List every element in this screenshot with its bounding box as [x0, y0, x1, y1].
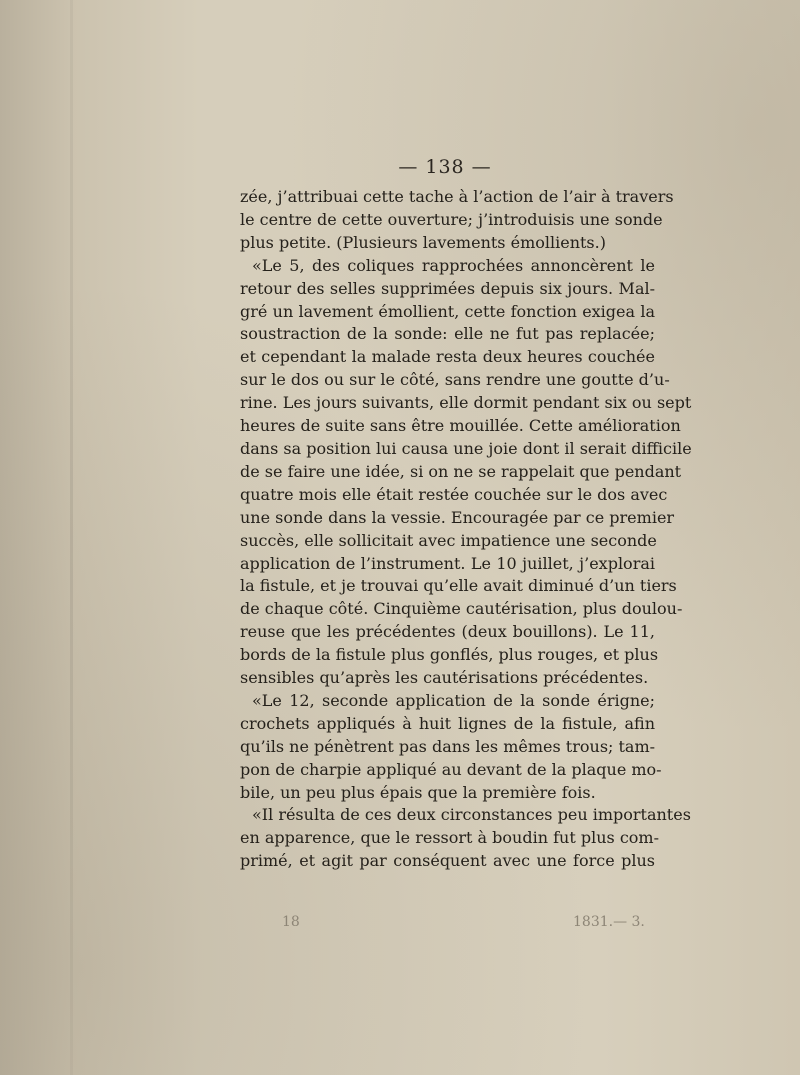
- text-line: sur le dos ou sur le côté, sans rendre une goutte d’u-: [240, 370, 670, 390]
- text-line: «Il résulta de ces deux circonstances peu importantes: [252, 805, 691, 825]
- text-line: «Le 12, seconde application de la sonde érigne;: [252, 690, 655, 710]
- text-line: qu’ils ne pénètrent pas dans les mêmes trous; tam-: [240, 736, 656, 756]
- text-line: soustraction de la sonde: elle ne fut pas replacée;: [240, 324, 655, 344]
- text-line: bords de la fistule plus gonflés, plus rouges, et plus: [240, 645, 659, 665]
- signature-mark-left: 18: [282, 914, 300, 930]
- text-line: la fistule, et je trouvai qu’elle avait diminué d’un tiers: [240, 576, 677, 596]
- text-line: heures de suite sans être mouillée. Cette amélioration: [240, 416, 681, 436]
- text-line: succès, elle sollicitait avec impatience une seconde: [240, 530, 657, 550]
- signature-mark-right: 1831.— 3.: [573, 914, 645, 930]
- text-line: le centre de cette ouverture; j’introduisis une sonde: [240, 209, 663, 229]
- text-line: application de l’instrument. Le 10 juillet, j’explorai: [240, 553, 655, 573]
- text-line: zée, j’attribuai cette tache à l’action de l’air à travers: [240, 187, 674, 206]
- text-line: reuse que les précédentes (deux bouillons). Le 11,: [240, 622, 655, 642]
- text-line: bile, un peu plus épais que la première fois.: [240, 782, 596, 802]
- text-line: plus petite. (Plusieurs lavements émollients.): [240, 232, 606, 252]
- page-number: — 138 —: [398, 156, 492, 178]
- text-line: primé, et agit par conséquent avec une force plus: [240, 851, 655, 871]
- text-line: quatre mois elle était restée couchée sur le dos avec: [240, 484, 668, 504]
- text-line: une sonde dans la vessie. Encouragée par ce premier: [240, 507, 675, 527]
- text-line: crochets appliqués à huit lignes de la fistule, afin: [240, 713, 655, 733]
- text-line: et cependant la malade resta deux heures couchée: [240, 347, 655, 367]
- text-line: de chaque côté. Cinquième cautérisation, plus doulou-: [240, 599, 683, 619]
- text-line: pon de charpie appliqué au devant de la plaque mo-: [240, 759, 662, 779]
- text-line: de se faire une idée, si on ne se rappelait que pendant: [240, 461, 682, 481]
- text-line: rine. Les jours suivants, elle dormit pendant six ou sept: [240, 393, 692, 413]
- text-line: retour des selles supprimées depuis six jours. Mal-: [240, 278, 655, 298]
- text-line: en apparence, que le ressort à boudin fut plus com-: [240, 828, 659, 848]
- text-line: «Le 5, des coliques rapprochées annoncèrent le: [252, 255, 655, 275]
- text-line: gré un lavement émollient, cette fonction exigea la: [240, 301, 655, 321]
- text-line: sensibles qu’après les cautérisations précédentes.: [240, 668, 649, 688]
- body-text: [240, 186, 692, 873]
- text-line: dans sa position lui causa une joie dont il serait difficile: [240, 438, 692, 458]
